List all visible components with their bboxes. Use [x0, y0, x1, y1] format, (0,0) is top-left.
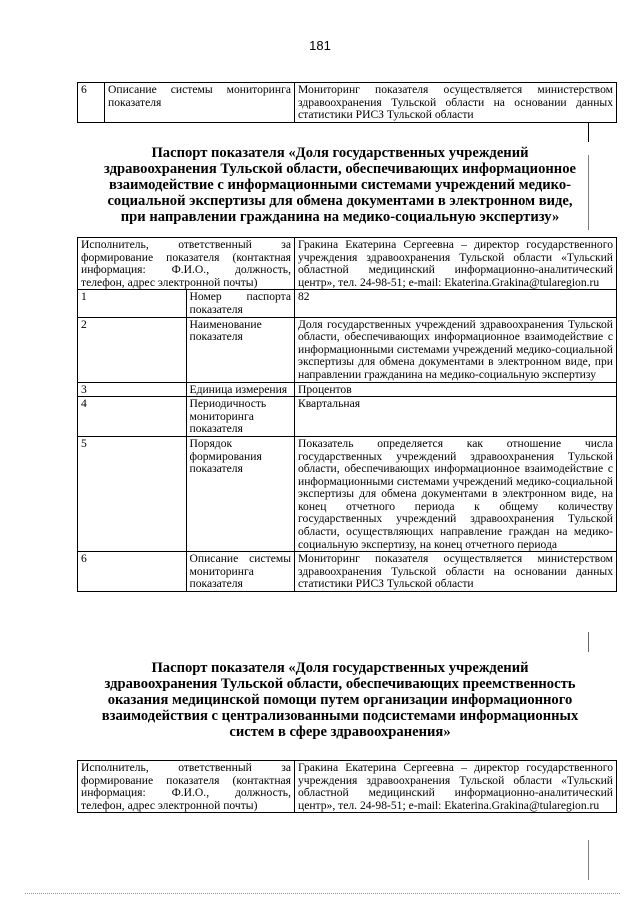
scan-mark: [588, 122, 589, 142]
title-line: здравоохранения Тульской области, обеспечивающих преемственность: [104, 676, 576, 692]
row-number: 2: [78, 317, 187, 382]
title-line: Паспорт показателя «Доля государственных учреждений: [151, 145, 529, 161]
row-value: Мониторинг показателя осуществляется министерством здравоохранения Тульской области на основании данных статистики РИСЗ Тульской области: [295, 83, 617, 123]
title-line: систем в сфере здравоохранения»: [229, 724, 451, 740]
table-row: [78, 382, 617, 397]
row-number: 4: [78, 397, 187, 437]
passport-title: [60, 660, 620, 740]
row-label: Единица измерения: [186, 382, 295, 397]
passport-table: [77, 237, 617, 592]
scan-edge-line: [25, 893, 620, 894]
title-line: при направлении гражданина на медико-социальную экспертизу»: [120, 209, 560, 225]
title-line: взаимодействия с централизованными подсистемами информационных: [101, 708, 579, 724]
row-number: 6: [78, 552, 187, 592]
table-row: [78, 317, 617, 382]
row-value: Квартальная: [295, 397, 617, 437]
table-row: [78, 238, 617, 290]
continuation-table: [77, 82, 617, 123]
row-label: Периодичность мониторинга показателя: [186, 397, 295, 437]
row-value: Мониторинг показателя осуществляется министерством здравоохранения Тульской области на основании данных статистики РИСЗ Тульской области: [295, 552, 617, 592]
title-line: оказания медицинской помощи путем организации информационного: [107, 692, 573, 708]
executor-label: Исполнитель, ответственный за формирование показателя (контактная информация: Ф.И.О., должность, телефон, адрес электронной почты): [78, 238, 295, 290]
title-line: Паспорт показателя «Доля государственных учреждений: [151, 660, 529, 676]
title-line: социальной экспертизы для обмена документами в электронном виде,: [107, 193, 573, 209]
row-value: 82: [295, 290, 617, 317]
scan-mark: [588, 155, 589, 230]
row-number: 3: [78, 382, 187, 397]
title-line: здравоохранения Тульской области, обеспечивающих информационное: [104, 161, 576, 177]
table-row: [78, 397, 617, 437]
passport-table: [77, 760, 617, 813]
row-value: Доля государственных учреждений здравоохранения Тульской области, обеспечивающих информационное взаимодействие с информационными системами учреждений медико-социальной экспертизы для обмена документами в электронном виде, при направлении гражданина на медико-социальную экспертизу: [295, 317, 617, 382]
row-label: Порядок формирования показателя: [186, 436, 295, 551]
row-label: Номер паспорта показателя: [186, 290, 295, 317]
scan-mark: [588, 840, 589, 880]
row-label: Описание системы мониторинга показателя: [186, 552, 295, 592]
executor-value: Гракина Екатерина Сергеевна – директор государственного учреждения здравоохранения Тульской области «Тульский областной медицинский информационно-аналитический центр», тел. 24-98-51; e-mail: Ekaterina.Grakina@tularegion.ru: [295, 761, 617, 813]
page-number: 181: [309, 38, 331, 53]
executor-label: Исполнитель, ответственный за формирование показателя (контактная информация: Ф.И.О., должность, телефон, адрес электронной почты): [78, 761, 295, 813]
table-row: [78, 83, 617, 123]
table-row: [78, 552, 617, 592]
row-label: Наименование показателя: [186, 317, 295, 382]
row-number: 1: [78, 290, 187, 317]
table-row: [78, 436, 617, 551]
table-row: [78, 761, 617, 813]
row-value: Показатель определяется как отношение числа государственных учреждений здравоохранения Тульской области, обеспечивающих информационное взаимодействие с информационными системами учреждений медико-социальной экспертизы для обмена документами в электронном виде, на конец отчетного периода к общему количеству государственных учреждений здравоохранения Тульской области, осуществляющих направление граждан на медико-социальную экспертизу, на конец отчетного периода: [295, 436, 617, 551]
row-value: Процентов: [295, 382, 617, 397]
row-number: 6: [78, 83, 105, 123]
title-line: взаимодействие с информационными системами учреждений медико-: [108, 177, 572, 193]
table-row: [78, 290, 617, 317]
scan-mark: [588, 632, 589, 652]
executor-value: Гракина Екатерина Сергеевна – директор государственного учреждения здравоохранения Тульской области «Тульский областной медицинский информационно-аналитический центр», тел. 24-98-51; e-mail: Ekaterina.Grakina@tularegion.ru: [295, 238, 617, 290]
row-number: 5: [78, 436, 187, 551]
row-label: Описание системы мониторинга показателя: [105, 83, 295, 123]
passport-title: [60, 145, 620, 225]
